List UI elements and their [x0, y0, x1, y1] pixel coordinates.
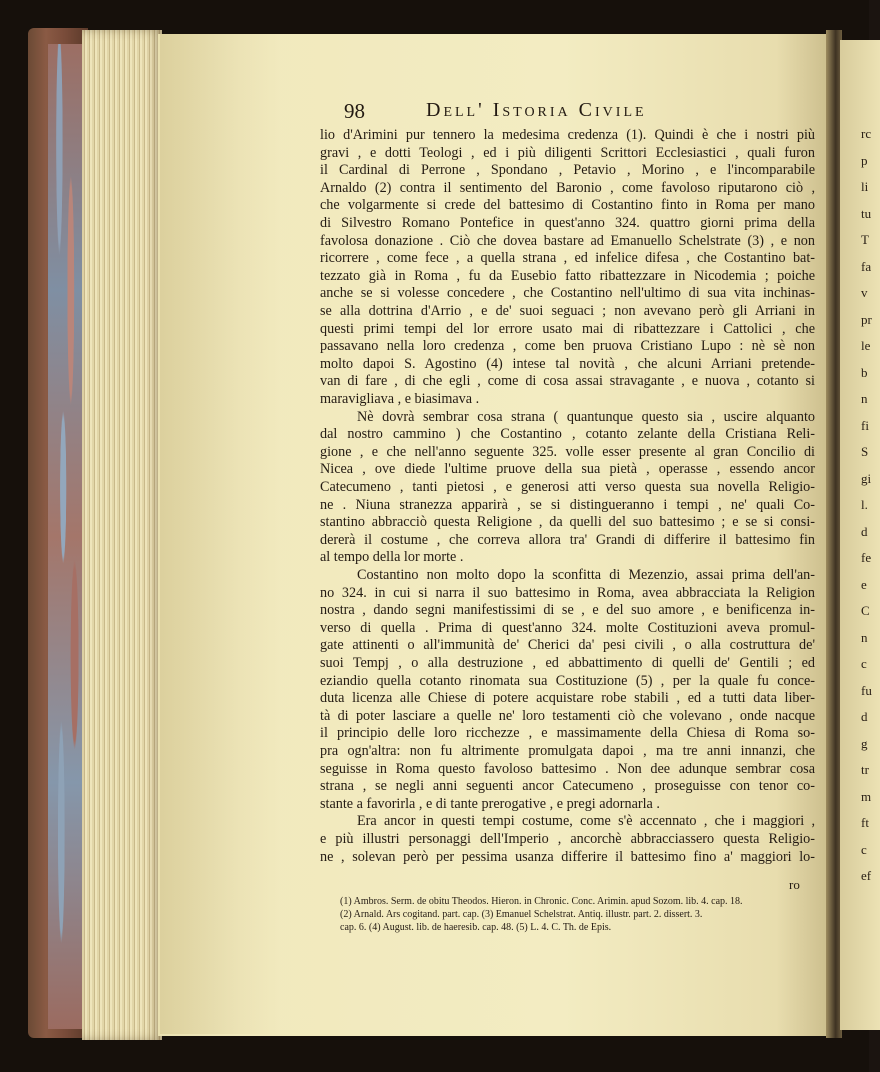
facing-page-fragment: pr: [861, 311, 872, 327]
facing-page-fragment: l.: [861, 497, 868, 512]
facing-page-fragment: tu: [861, 205, 872, 221]
facing-page-fragment: n: [861, 629, 868, 645]
facing-page-fragment: le: [861, 338, 871, 353]
text-line: molto dapoi S. Agostino (4) intese tal novità , che alcuni Arriani pretende-: [320, 355, 815, 372]
footnote-line: (1) Ambros. Serm. de obitu Theodos. Hieron. in Chronic. Conc. Arimin. apud Sozom. lib. 4. cap. 18.: [340, 896, 743, 907]
facing-page-fragment: e: [861, 576, 867, 592]
text-line: Catecumeno , tanti pietosi , e generosi atti verso questa sua novella Religio-: [320, 479, 815, 495]
text-line: gione , e che nell'anno seguente 325. volle esser presente al gran Concilio di: [320, 443, 815, 460]
facing-page-fragment: d: [861, 709, 868, 724]
text-line: Costantino non molto dopo la sconfitta di Mezenzio, assai prima dell'an-: [357, 567, 815, 583]
text-line: pra ogn'altra: non fu altrimente promulgata dapoi , ma tre anni innanzi, che: [320, 743, 815, 759]
facing-page-fragment: m: [861, 788, 872, 804]
facing-page-fragment: gi: [861, 470, 872, 486]
text-line: ricorrere , come fece , a quella strana , ed infelice difesa , che Costantino bat-: [320, 250, 815, 267]
facing-page-fragment: v: [861, 285, 868, 300]
text-line: duta licenza alle Chiese di potere acquistare robe stabili , ed a tutti data liber-: [320, 690, 815, 707]
text-line: tezzato già in Roma , fu da Eusebio fatto ribattezzare in Nicodemia ; poiche: [320, 267, 815, 284]
facing-page-fragment: rc: [861, 126, 872, 141]
text-line: tà di poter lasciare a quelle ne' loro testamenti ciò che volevano , onde nacque: [320, 707, 815, 724]
facing-page-fragment: c: [861, 841, 867, 857]
page-header: [344, 99, 724, 125]
page-edges: [82, 30, 162, 1040]
facing-page-fragment: g: [861, 735, 868, 751]
text-line: di Silvestro Romano Pontefice in quest'anno 324. quattro giorni prima della: [320, 215, 815, 231]
text-line: dal nostro cammino ) che Costantino , cotanto zelante della Cristiana Reli-: [320, 426, 815, 443]
facing-page-fragment: tr: [861, 762, 869, 777]
facing-page-fragment: b: [861, 364, 868, 380]
text-line: gravi , e dotti Teologi , ed i più diligenti Scrittori Ecclesiastici , quali furon: [320, 144, 815, 161]
footnote-line: (2) Arnald. Ars cogitand. part. cap. (3) Emanuel Schelstrat. Antiq. illustr. part. 2. dissert. 3.: [340, 909, 703, 920]
text-line: ne , solevan però per pessima usanza differire il battesimo fino a' maggiori lo-: [320, 848, 815, 865]
facing-page-fragment: S: [861, 444, 869, 459]
running-title: Dell' Istoria Civile: [426, 99, 647, 121]
facing-page-fragment: c: [861, 656, 867, 671]
text-line: se alla dottrina d'Arrio , e de' suoi seguaci ; non avevano però gli Arriani in: [320, 303, 815, 319]
text-line: verso di quella . Prima di quest'anno 324. molte Costituzioni aveva promul-: [320, 619, 815, 636]
facing-page-fragment: p: [861, 152, 868, 168]
marbled-endpaper: [48, 44, 86, 1029]
text-line: questi primi tempi del lor errore usato mai di ribattezzare i Cattolici , che: [320, 320, 815, 337]
page-shading: [160, 34, 280, 1034]
facing-page: [840, 40, 880, 1030]
page-number: 98: [344, 99, 365, 123]
text-line: passavano nella loro credenza , come ben pruova Cristiano Lupo : nè sè non: [320, 338, 815, 355]
text-line: gate attinenti o all'immunità de' Cherici da' pesi civili , o alla costruttura de': [320, 637, 815, 654]
text-line: suoi Tempj , o alla destruzione , ed abbattimento di quelli de' Gentili ; ed: [320, 655, 815, 671]
text-line: Nicea , ove diede l'ultime pruove della sua pietà , operasse , essendo ancor: [320, 461, 815, 478]
text-line: seguisse in Roma questo favoloso battesimo . Non dee adunque sembrar cosa: [320, 760, 815, 777]
text-line: ne . Niuna stranezza apparirà , se si distingueranno i tempi , ne' quali Co-: [320, 496, 815, 513]
text-line: stantino abbracciò questa Religione , da quelli del suo battesimo ; e se si consi-: [320, 514, 815, 531]
facing-page-fragment: fe: [861, 550, 872, 565]
text-line: Arnaldo (2) contra il sentimento del Baronio , come favoloso riputarono ciò ,: [320, 179, 815, 196]
text-line: maravigliava , e biasimava .: [320, 391, 480, 407]
text-line: anche se si volesse concedere , che Costantino nell'ultimo di sua vita inchinas-: [320, 285, 815, 302]
text-line: strana , se negli anni seguenti ancor Catecumeno , proseguisse con tenor co-: [320, 778, 815, 795]
facing-page-fragment: fa: [861, 258, 872, 274]
text-line: lio d'Arimini pur tennero la medesima credenza (1). Quindi è che i nostri più: [320, 127, 815, 143]
text-line: Nè dovrà sembrar cosa strana ( quantunque questo sia , uscire alquanto: [357, 408, 815, 425]
footnote-line: cap. 6. (4) August. lib. de haeresib. cap. 48. (5) L. 4. C. Th. de Epis.: [340, 922, 612, 933]
text-line: dererà il costume , che correva allora tra' Grandi di differire il battesimo fin: [320, 531, 815, 548]
text-line: eziandio quella cotanto rinomata sua Costituzione (5) , per la quale fu conce-: [320, 672, 815, 689]
text-line: Era ancor in questi tempi costume, come s'è accennato , che i maggiori ,: [357, 813, 815, 830]
facing-page-fragment: C: [861, 603, 870, 618]
text-line: stante a favorirla , e di tante prerogative , e pregi adornarla .: [320, 795, 660, 812]
facing-page-fragment: ft: [861, 815, 869, 830]
text-line: e più illustri personaggi dell'Imperio , ancorchè abbracciassero questa Religio-: [320, 831, 815, 847]
facing-page-fragment: n: [861, 391, 868, 406]
facing-page-fragment: fi: [861, 417, 869, 433]
text-line: nostra , dando segni manifestissimi di se , e del suo amore , e benificenza in-: [320, 602, 815, 619]
facing-page-fragment: li: [861, 179, 869, 194]
text-line: no 324. in cui si narra il suo battesimo in Roma, avea abbracciata la Religion: [320, 584, 815, 601]
facing-page-fragment: fu: [861, 682, 872, 698]
text-line: favolosa donazione . Ciò che dovea bastare ad Emanuello Schelstrate (3) , e non: [320, 232, 815, 249]
text-line: che volgarmente si crede del battesimo di Costantino finto in Roma per mano: [320, 197, 815, 214]
text-line: il Cardinal di Perrone , Spondano , Petavio , Morino , e l'incomparabile: [320, 162, 815, 179]
catchword: ro: [789, 877, 800, 892]
text-line: al tempo della lor morte .: [320, 549, 464, 566]
facing-page-fragment: d: [861, 523, 868, 539]
facing-page-fragment: T: [861, 232, 869, 247]
text-line: van di fare , di che egli , come di cosa assai stravagante , e nuova , cotanto si: [320, 373, 815, 390]
text-line: il principio delle loro ricchezze , e massimamente della Chiesa di Roma so-: [320, 725, 815, 742]
facing-page-fragment: ef: [861, 868, 872, 883]
